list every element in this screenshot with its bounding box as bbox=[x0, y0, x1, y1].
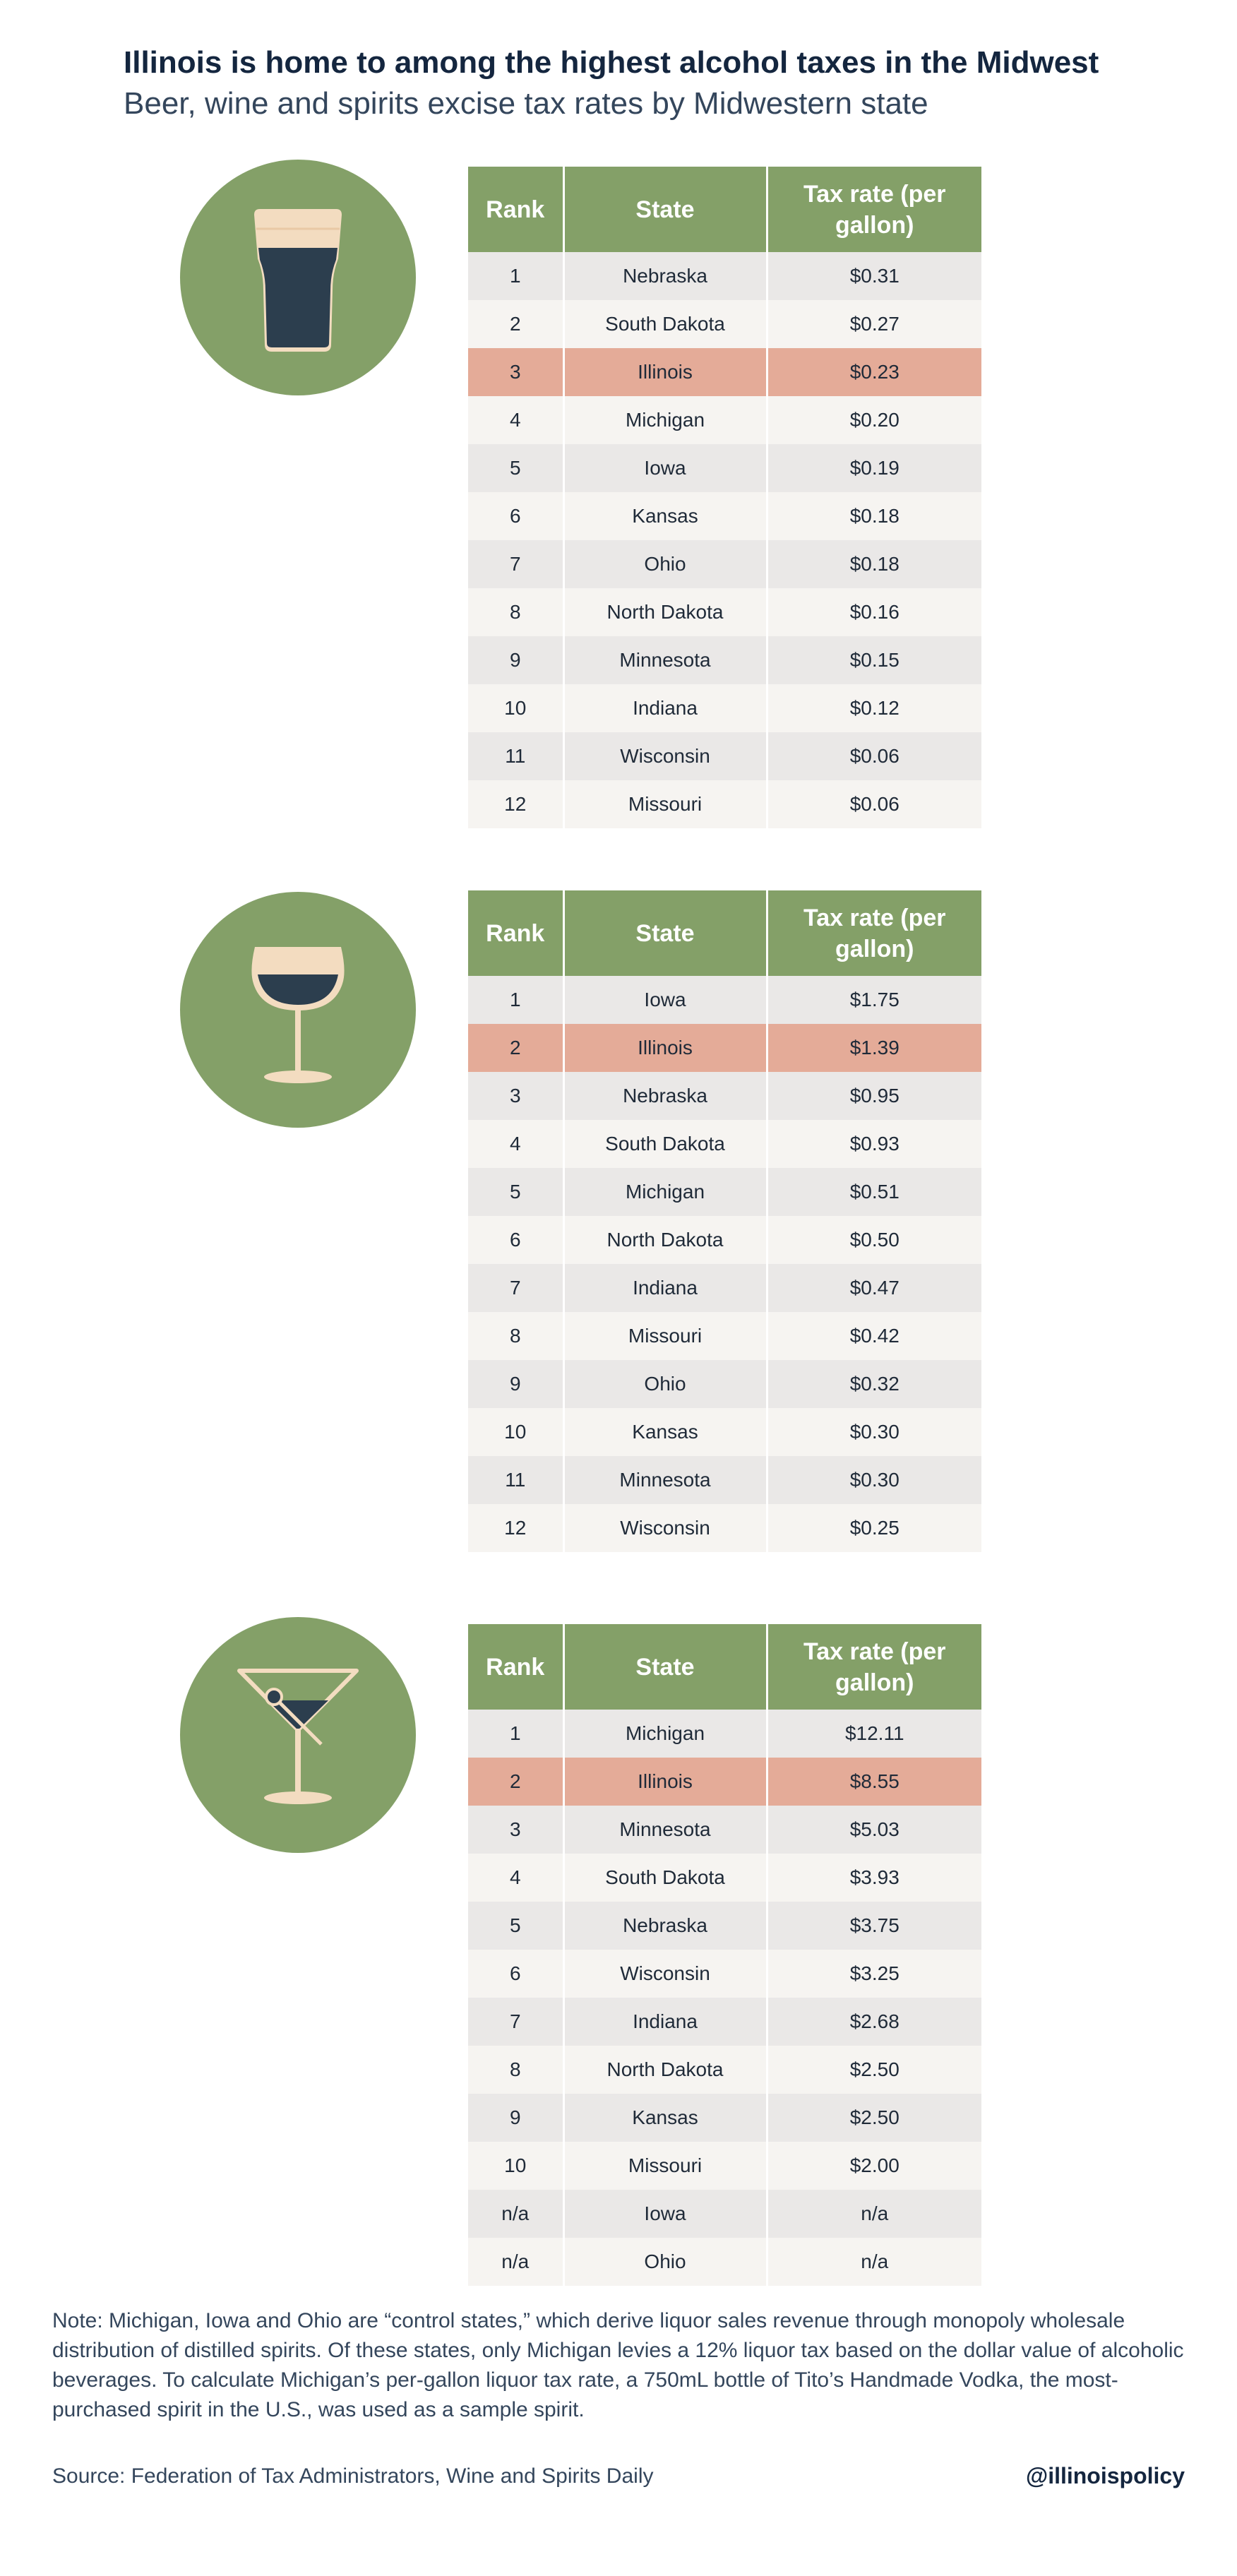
table-row bbox=[468, 396, 981, 444]
rank-cell: 2 bbox=[468, 1758, 563, 1806]
rank-cell: 4 bbox=[468, 1120, 563, 1168]
state-column-header: State bbox=[563, 1624, 767, 1710]
state-cell: Kansas bbox=[563, 2094, 767, 2142]
table-row bbox=[468, 1168, 981, 1216]
tax-rate-column-header: Tax rate (per gallon) bbox=[767, 890, 981, 976]
table-row bbox=[468, 492, 981, 540]
rank-cell: 10 bbox=[468, 1408, 563, 1456]
page-title: Illinois is home to among the highest alcohol taxes in the Midwest bbox=[124, 45, 1099, 80]
rank-cell: n/a bbox=[468, 2190, 563, 2238]
table-row bbox=[468, 1408, 981, 1456]
tax-rate-cell: $0.06 bbox=[767, 732, 981, 780]
table-row bbox=[468, 1216, 981, 1264]
rank-cell: 10 bbox=[468, 2142, 563, 2190]
rank-cell: 12 bbox=[468, 1504, 563, 1552]
state-cell: Illinois bbox=[563, 1024, 767, 1072]
rank-cell: 9 bbox=[468, 1360, 563, 1408]
state-cell: Wisconsin bbox=[563, 1504, 767, 1552]
state-cell: Missouri bbox=[563, 780, 767, 828]
table-row bbox=[468, 444, 981, 492]
state-cell: North Dakota bbox=[563, 2046, 767, 2094]
rank-cell: 4 bbox=[468, 396, 563, 444]
state-cell: Illinois bbox=[563, 348, 767, 396]
state-cell: Iowa bbox=[563, 2190, 767, 2238]
state-cell: Kansas bbox=[563, 492, 767, 540]
rank-cell: 1 bbox=[468, 976, 563, 1024]
rank-cell: 2 bbox=[468, 300, 563, 348]
rank-cell: 5 bbox=[468, 444, 563, 492]
state-cell: South Dakota bbox=[563, 300, 767, 348]
rank-column-header: Rank bbox=[468, 1624, 563, 1710]
martini-glass-icon bbox=[180, 1617, 416, 1853]
state-cell: Minnesota bbox=[563, 636, 767, 684]
rank-cell: 2 bbox=[468, 1024, 563, 1072]
state-cell: Nebraska bbox=[563, 1072, 767, 1120]
rank-cell: 1 bbox=[468, 1710, 563, 1758]
table-row bbox=[468, 2094, 981, 2142]
beer-icon-circle bbox=[180, 160, 416, 395]
tax-rate-cell: $0.31 bbox=[767, 252, 981, 300]
state-cell: North Dakota bbox=[563, 588, 767, 636]
table-row bbox=[468, 300, 981, 348]
state-cell: Illinois bbox=[563, 1758, 767, 1806]
table-header-row bbox=[468, 1624, 981, 1710]
state-cell: Indiana bbox=[563, 1264, 767, 1312]
tax-rate-cell: $0.30 bbox=[767, 1408, 981, 1456]
table-row bbox=[468, 1264, 981, 1312]
martini-icon-circle bbox=[180, 1617, 416, 1853]
tax-rate-cell: $0.42 bbox=[767, 1312, 981, 1360]
state-cell: Nebraska bbox=[563, 252, 767, 300]
table-row bbox=[468, 2190, 981, 2238]
table-row bbox=[468, 588, 981, 636]
rank-cell: 8 bbox=[468, 2046, 563, 2094]
rank-column-header: Rank bbox=[468, 890, 563, 976]
table-row bbox=[468, 2238, 981, 2286]
rank-cell: 7 bbox=[468, 540, 563, 588]
rank-cell: 3 bbox=[468, 348, 563, 396]
table-row bbox=[468, 1504, 981, 1552]
tax-rate-cell: $0.51 bbox=[767, 1168, 981, 1216]
rank-cell: 8 bbox=[468, 588, 563, 636]
rank-cell: 7 bbox=[468, 1264, 563, 1312]
state-cell: Minnesota bbox=[563, 1806, 767, 1854]
table-row bbox=[468, 2046, 981, 2094]
rank-cell: 8 bbox=[468, 1312, 563, 1360]
tax-rate-cell: $0.18 bbox=[767, 540, 981, 588]
state-cell: North Dakota bbox=[563, 1216, 767, 1264]
state-cell: Wisconsin bbox=[563, 1950, 767, 1998]
rank-cell: 6 bbox=[468, 492, 563, 540]
tax-rate-cell: $8.55 bbox=[767, 1758, 981, 1806]
state-cell: Minnesota bbox=[563, 1456, 767, 1504]
rank-cell: n/a bbox=[468, 2238, 563, 2286]
page-subtitle: Beer, wine and spirits excise tax rates by Midwestern state bbox=[124, 86, 928, 121]
table-row-highlighted bbox=[468, 1024, 981, 1072]
state-cell: Kansas bbox=[563, 1408, 767, 1456]
table-row bbox=[468, 1998, 981, 2046]
wine-icon-circle bbox=[180, 892, 416, 1128]
tax-rate-cell: $0.12 bbox=[767, 684, 981, 732]
table-row bbox=[468, 684, 981, 732]
tax-rate-cell: $0.93 bbox=[767, 1120, 981, 1168]
rank-cell: 9 bbox=[468, 636, 563, 684]
rank-cell: 11 bbox=[468, 1456, 563, 1504]
tax-rate-cell: $3.93 bbox=[767, 1854, 981, 1902]
rank-cell: 6 bbox=[468, 1216, 563, 1264]
table-row bbox=[468, 1854, 981, 1902]
state-cell: Michigan bbox=[563, 1168, 767, 1216]
tax-rate-cell: $0.23 bbox=[767, 348, 981, 396]
tax-rate-cell: n/a bbox=[767, 2190, 981, 2238]
state-cell: Ohio bbox=[563, 1360, 767, 1408]
tax-rate-cell: $0.19 bbox=[767, 444, 981, 492]
tax-rate-cell: $0.27 bbox=[767, 300, 981, 348]
tax-rate-cell: $2.68 bbox=[767, 1998, 981, 2046]
state-cell: Indiana bbox=[563, 1998, 767, 2046]
table-row bbox=[468, 1456, 981, 1504]
tax-rate-cell: $0.50 bbox=[767, 1216, 981, 1264]
beer-glass-icon bbox=[180, 160, 416, 395]
state-cell: Missouri bbox=[563, 1312, 767, 1360]
tax-rate-column-header: Tax rate (per gallon) bbox=[767, 167, 981, 252]
state-column-header: State bbox=[563, 167, 767, 252]
rank-cell: 5 bbox=[468, 1168, 563, 1216]
table-row bbox=[468, 1312, 981, 1360]
rank-cell: 10 bbox=[468, 684, 563, 732]
table-row bbox=[468, 252, 981, 300]
state-cell: Ohio bbox=[563, 2238, 767, 2286]
state-cell: Michigan bbox=[563, 1710, 767, 1758]
table-row bbox=[468, 540, 981, 588]
tax-rate-cell: $0.20 bbox=[767, 396, 981, 444]
table-row bbox=[468, 1120, 981, 1168]
state-cell: Iowa bbox=[563, 444, 767, 492]
rank-cell: 3 bbox=[468, 1806, 563, 1854]
rank-cell: 11 bbox=[468, 732, 563, 780]
state-cell: Michigan bbox=[563, 396, 767, 444]
table-row bbox=[468, 636, 981, 684]
tax-rate-cell: $3.75 bbox=[767, 1902, 981, 1950]
table-row bbox=[468, 1806, 981, 1854]
tax-rate-cell: $0.15 bbox=[767, 636, 981, 684]
tax-rate-cell: $0.18 bbox=[767, 492, 981, 540]
tax-rate-cell: $2.00 bbox=[767, 2142, 981, 2190]
table-row bbox=[468, 976, 981, 1024]
table-header-row bbox=[468, 167, 981, 252]
tax-rate-cell: $12.11 bbox=[767, 1710, 981, 1758]
beer-tax-table bbox=[468, 167, 981, 828]
tax-rate-cell: $0.16 bbox=[767, 588, 981, 636]
rank-cell: 6 bbox=[468, 1950, 563, 1998]
state-cell: South Dakota bbox=[563, 1854, 767, 1902]
table-row-highlighted bbox=[468, 348, 981, 396]
table-row bbox=[468, 732, 981, 780]
table-row bbox=[468, 1360, 981, 1408]
tax-rate-cell: $1.39 bbox=[767, 1024, 981, 1072]
wine-glass-icon bbox=[180, 892, 416, 1128]
state-cell: Indiana bbox=[563, 684, 767, 732]
state-cell: Wisconsin bbox=[563, 732, 767, 780]
tax-rate-cell: $0.25 bbox=[767, 1504, 981, 1552]
rank-cell: 9 bbox=[468, 2094, 563, 2142]
tax-rate-column-header: Tax rate (per gallon) bbox=[767, 1624, 981, 1710]
state-column-header: State bbox=[563, 890, 767, 976]
footnote: Note: Michigan, Iowa and Ohio are “control states,” which derive liquor sales revenue through monopoly wholesale distribution of distilled spirits. Of these states, only Michigan levies a 12% liquor tax based on the dollar value of alcoholic beverages. To calculate Michigan’s per-gallon liquor tax rate, a 750mL bottle of Tito’s Handmade Vodka, the most-purchased spirit in the U.S., was used as a sample spirit. bbox=[52, 2309, 1184, 2421]
table-row bbox=[468, 1072, 981, 1120]
tax-rate-cell: $0.47 bbox=[767, 1264, 981, 1312]
table-row bbox=[468, 1902, 981, 1950]
state-cell: Nebraska bbox=[563, 1902, 767, 1950]
state-cell: Missouri bbox=[563, 2142, 767, 2190]
state-cell: Ohio bbox=[563, 540, 767, 588]
rank-cell: 4 bbox=[468, 1854, 563, 1902]
state-cell: South Dakota bbox=[563, 1120, 767, 1168]
rank-column-header: Rank bbox=[468, 167, 563, 252]
tax-rate-cell: $2.50 bbox=[767, 2094, 981, 2142]
tax-rate-cell: $2.50 bbox=[767, 2046, 981, 2094]
tax-rate-cell: $5.03 bbox=[767, 1806, 981, 1854]
rank-cell: 3 bbox=[468, 1072, 563, 1120]
table-row bbox=[468, 1950, 981, 1998]
tax-rate-cell: $1.75 bbox=[767, 976, 981, 1024]
tax-rate-cell: $3.25 bbox=[767, 1950, 981, 1998]
rank-cell: 1 bbox=[468, 252, 563, 300]
rank-cell: 7 bbox=[468, 1998, 563, 2046]
tax-rate-cell: $0.95 bbox=[767, 1072, 981, 1120]
spirits-tax-table bbox=[468, 1624, 981, 2286]
source-citation: Source: Federation of Tax Administrators, Wine and Spirits Daily bbox=[52, 2464, 654, 2488]
rank-cell: 5 bbox=[468, 1902, 563, 1950]
wine-tax-table bbox=[468, 890, 981, 1552]
tax-rate-cell: $0.06 bbox=[767, 780, 981, 828]
tax-rate-cell: $0.30 bbox=[767, 1456, 981, 1504]
table-row bbox=[468, 780, 981, 828]
table-header-row bbox=[468, 890, 981, 976]
state-cell: Iowa bbox=[563, 976, 767, 1024]
table-row bbox=[468, 2142, 981, 2190]
table-row bbox=[468, 1710, 981, 1758]
rank-cell: 12 bbox=[468, 780, 563, 828]
tax-rate-cell: n/a bbox=[767, 2238, 981, 2286]
tax-rate-cell: $0.32 bbox=[767, 1360, 981, 1408]
table-row-highlighted bbox=[468, 1758, 981, 1806]
social-handle: @illinoispolicy bbox=[1025, 2463, 1185, 2488]
